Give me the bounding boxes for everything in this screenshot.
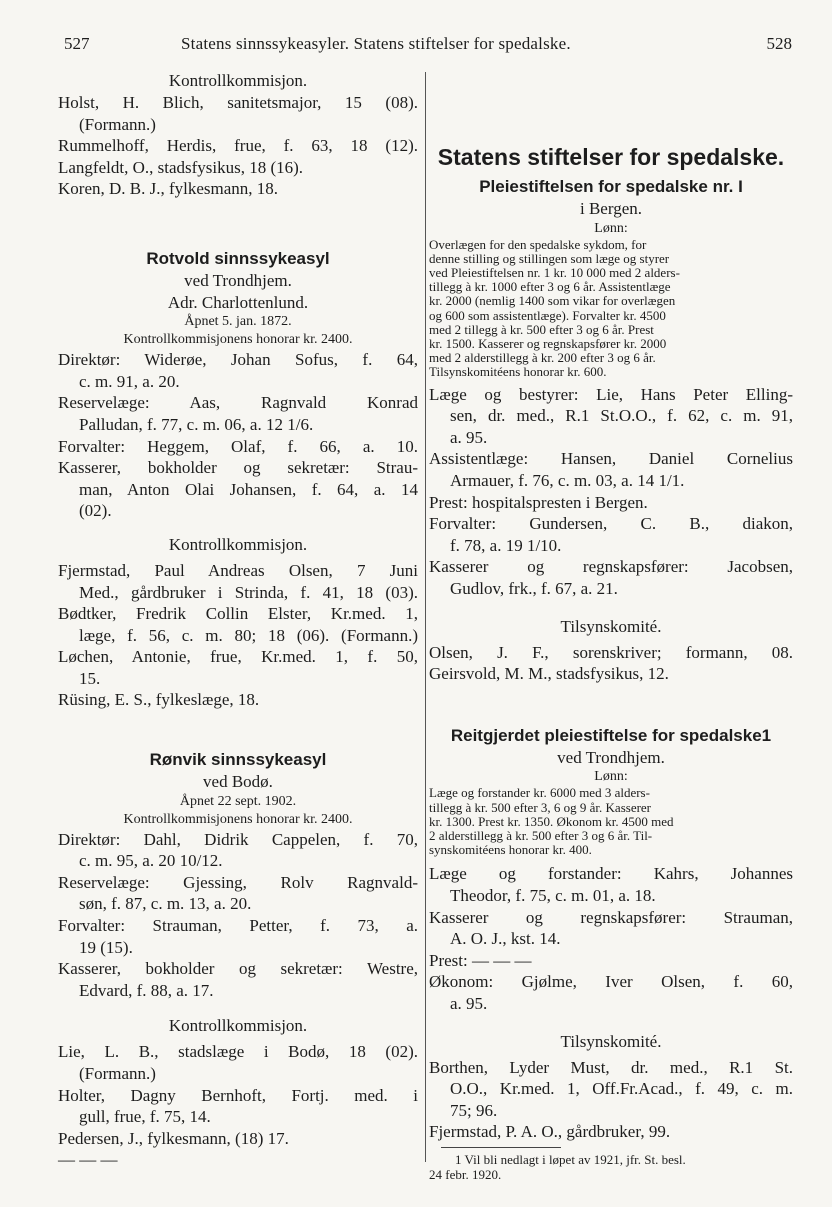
list-item: Olsen, J. F., sorenskriver; formann, 08.	[429, 642, 793, 662]
pay-text: kr. 2000 (nemlig 1400 som vikar for overlægen	[429, 293, 676, 309]
pay-text: ved Pleiestiftelsen nr. 1 kr. 10 000 med 2 alders-	[429, 265, 680, 280]
list-item: Kasserer, bokholder og sekretær: Strau-	[58, 458, 418, 478]
list-item: Reservelæge: Gjessing, Rolv Ragnvald-	[58, 872, 418, 892]
list-item: Assistentlæge: Hansen, Daniel Cornelius	[429, 449, 793, 469]
list-item: a. 95.	[450, 993, 488, 1013]
list-item: (02).	[79, 501, 112, 521]
list-item: Forvalter: Strauman, Petter, f. 73, a.	[58, 916, 418, 936]
honorar: Kontrollkommisjonens honorar kr. 2400.	[123, 811, 353, 827]
list-item: Forvalter: Gundersen, C. B., diakon,	[429, 514, 793, 534]
list-item: Prest: hospitalspresten i Bergen.	[429, 492, 648, 512]
list-item: Direktør: Widerøe, Johan Sofus, f. 64,	[58, 350, 418, 370]
list-item: Løchen, Antonie, frue, Kr.med. 1, f. 50,	[58, 647, 418, 667]
list-item: Kasserer, bokholder og sekretær: Westre,	[58, 959, 418, 979]
honorar: Kontrollkommisjonens honorar kr. 2400.	[123, 332, 353, 348]
list-item: Gudlov, frk., f. 67, a. 21.	[450, 578, 618, 598]
list-item: 75; 96.	[450, 1100, 498, 1120]
opened-date: Åpnet 5. jan. 1872.	[184, 314, 292, 330]
address: Adr. Charlottenlund.	[167, 292, 309, 312]
pay-text: Læge og forstander kr. 6000 med 3 alders-	[429, 785, 650, 801]
list-item: O.O., Kr.med. 1, Off.Fr.Acad., f. 49, c. m.	[450, 1079, 793, 1099]
pay-text: tillegg à kr. 500 efter 3, 6 og 9 år. Kasserer	[429, 799, 652, 815]
list-item: Geirsvold, M. M., stadsfysikus, 12.	[429, 664, 669, 684]
list-item: Kasserer og regnskapsfører: Strauman,	[429, 907, 793, 927]
right-column	[429, 70, 793, 1182]
left-column	[58, 70, 418, 1171]
pay-text: tillegg à kr. 1000 efter 3 og 6 år. Assistentlæge	[429, 279, 671, 295]
footnote-rule	[441, 1147, 561, 1148]
list-item: søn, f. 87, c. m. 13, a. 20.	[79, 894, 252, 914]
institution-title: Reitgjerdet pleiestiftelse for spedalske1	[450, 725, 772, 745]
place: ved Trondhjem.	[557, 747, 665, 767]
list-item: Rüsing, E. S., fylkeslæge, 18.	[58, 690, 260, 710]
list-item: c. m. 91, a. 20.	[79, 371, 180, 391]
list-item: gull, frue, f. 75, 14.	[79, 1107, 211, 1127]
list-item: Kasserer og regnskapsfører: Jacobsen,	[429, 557, 793, 577]
opened-date: Åpnet 22 sept. 1902.	[179, 793, 297, 809]
list-item: Edvard, f. 88, a. 17.	[79, 980, 214, 1000]
column-divider	[425, 72, 426, 1162]
list-item: 19 (15).	[79, 937, 133, 957]
list-item: man, Anton Olai Johansen, f. 64, a. 14	[79, 479, 418, 499]
list-item: Holst, H. Blich, sanitetsmajor, 15 (08).	[58, 93, 418, 112]
list-item: Borthen, Lyder Must, dr. med., R.1 St.	[429, 1057, 793, 1077]
list-item: Langfeldt, O., stadsfysikus, 18 (16).	[58, 157, 304, 177]
list-item: Holter, Dagny Bernhoft, Fortj. med. i	[58, 1085, 418, 1105]
list-item: Armauer, f. 76, c. m. 03, a. 14 1/1.	[450, 471, 685, 490]
list-item: læge, f. 56, c. m. 80; 18 (06). (Formann.)	[79, 625, 418, 645]
list-item: f. 78, a. 19 1/10.	[450, 535, 562, 555]
section-title: Kontrollkommisjon.	[168, 71, 308, 90]
list-item: Lie, L. B., stadslæge i Bodø, 18 (02).	[58, 1042, 418, 1062]
running-header	[0, 34, 832, 58]
pay-heading: Lønn:	[594, 769, 628, 785]
list-item: Læge og bestyrer: Lie, Hans Peter Elling-	[429, 384, 793, 404]
footnote: 1 Vil bli nedlagt i løpet av 1921, jfr. St. besl.	[455, 1151, 686, 1167]
list-item: Theodor, f. 75, c. m. 01, a. 18.	[450, 885, 656, 905]
institution-title: Rønvik sinnssykeasyl	[149, 750, 327, 770]
list-item: Bødtker, Fredrik Collin Elster, Kr.med. 1,	[58, 604, 418, 624]
section-title: Kontrollkommisjon.	[168, 1016, 308, 1036]
list-item: c. m. 95, a. 20 10/12.	[79, 851, 223, 871]
pay-text: synskomitéens honorar kr. 400.	[429, 842, 592, 858]
pay-text: kr. 1500. Kasserer og regnskapsfører kr. 2000	[429, 336, 667, 352]
place: ved Bodø.	[203, 772, 273, 792]
list-item: 15.	[79, 668, 101, 688]
pay-heading: Lønn:	[594, 220, 628, 236]
pay-text: kr. 1300. Prest kr. 1350. Økonom kr. 4500 med	[429, 813, 674, 829]
place: i Bergen.	[579, 199, 642, 218]
list-item: A. O. J., kst. 14.	[450, 929, 561, 949]
section-title: Tilsynskomité.	[560, 1031, 662, 1051]
list-item: Forvalter: Heggem, Olaf, f. 66, a. 10.	[58, 436, 418, 456]
place: ved Trondhjem.	[184, 270, 292, 290]
pay-text: Overlægen for den spedalske sykdom, for	[429, 236, 647, 252]
pay-text: og 600 som assistentlæge). Forvalter kr. 4500	[429, 307, 666, 323]
list-item: Rummelhoff, Herdis, frue, f. 63, 18 (12).	[58, 136, 418, 156]
list-item: Direktør: Dahl, Didrik Cappelen, f. 70,	[58, 829, 418, 849]
pay-text: med 2 alderstillegg à kr. 200 efter 3 og 6 år.	[429, 350, 656, 366]
list-item: Palludan, f. 77, c. m. 06, a. 12 1/6.	[79, 414, 314, 434]
list-item: a. 95.	[450, 427, 488, 447]
pay-text: Tilsynskomitéens honorar kr. 600.	[429, 364, 607, 380]
institution-title: Rotvold sinnssykeasyl	[146, 248, 330, 268]
main-section-title: Statens stiftelser for spedalske.	[437, 144, 785, 170]
pay-text: denne stilling og stillingen som læge og styrer	[429, 250, 670, 266]
list-item: (Formann.)	[79, 114, 156, 134]
running-title: Statens sinnssykeasyler. Statens stiftelser for spedalske.	[181, 34, 571, 53]
section-title: Tilsynskomité.	[560, 616, 662, 636]
institution-title: Pleiestiftelsen for spedalske nr. I	[479, 177, 743, 196]
dash-placeholder: — — —	[58, 1150, 118, 1170]
footnote: 24 febr. 1920.	[429, 1166, 502, 1182]
list-item: Reservelæge: Aas, Ragnvald Konrad	[58, 393, 418, 413]
list-item: Prest: — — —	[429, 950, 532, 970]
pay-text: med 2 tillegg à kr. 500 efter 3 og 6 år. Prest	[429, 321, 654, 337]
page-number-left: 527	[64, 34, 90, 53]
list-item: Læge og forstander: Kahrs, Johannes	[429, 864, 793, 884]
list-item: Med., gårdbruker i Strinda, f. 41, 18 (03).	[79, 582, 418, 602]
list-item: Koren, D. B. J., fylkesmann, 18.	[58, 179, 279, 199]
list-item: sen, dr. med., R.1 St.O.O., f. 62, c. m. 91,	[450, 406, 793, 426]
list-item: Pedersen, J., fylkesmann, (18) 17.	[58, 1128, 289, 1148]
pay-text: 2 alderstillegg à kr. 500 efter 3 og 6 år. Til-	[429, 827, 653, 843]
list-item: (Formann.)	[79, 1064, 156, 1083]
list-item: Fjermstad, P. A. O., gårdbruker, 99.	[429, 1122, 671, 1142]
section-title: Kontrollkommisjon.	[168, 534, 308, 554]
page-number-right: 528	[766, 34, 792, 53]
list-item: Fjermstad, Paul Andreas Olsen, 7 Juni	[58, 560, 418, 580]
list-item: Økonom: Gjølme, Iver Olsen, f. 60,	[429, 972, 793, 992]
